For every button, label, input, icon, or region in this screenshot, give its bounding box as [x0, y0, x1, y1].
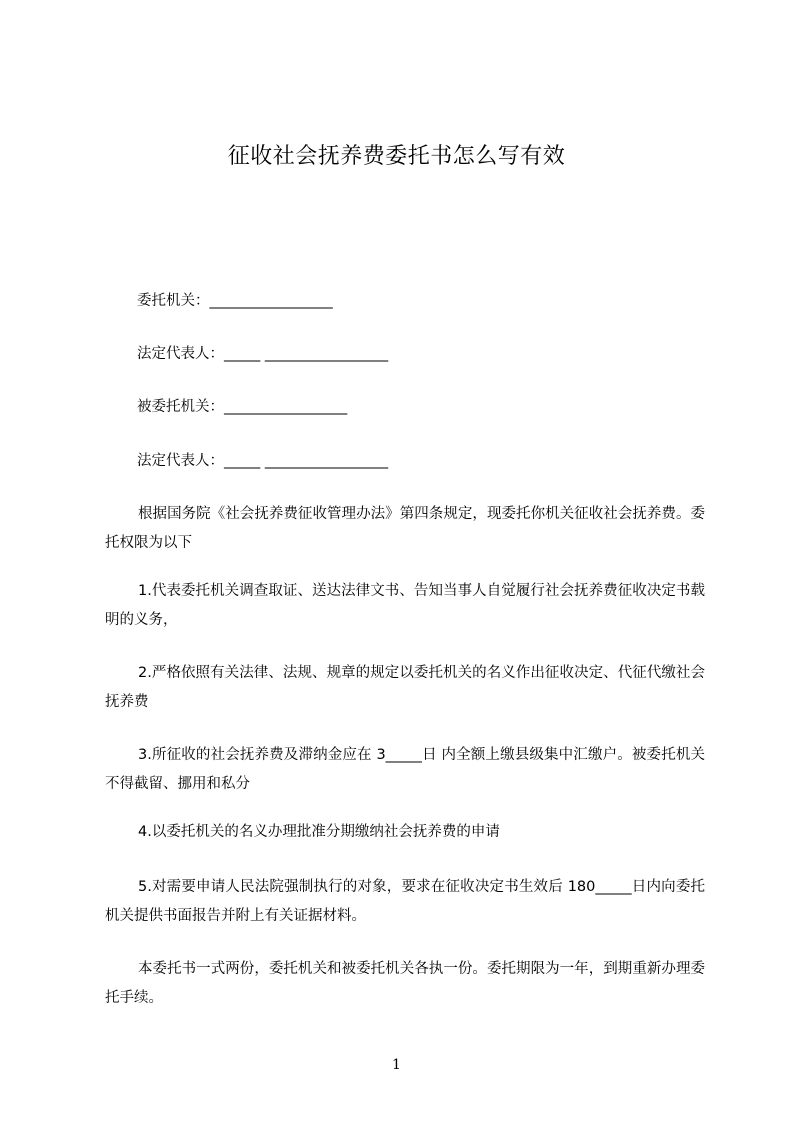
field-legal-representative-1: 法定代表人：_____ _________________	[137, 346, 389, 362]
paragraph-item-5: 5.对需要申请人民法院强制执行的对象，要求在征收决定书生效后 180_____日内向委托机关提供书面报告并附上有关证据材料。	[105, 879, 705, 924]
paragraph-item-4: 4.以委托机关的名义办理批准分期缴纳社会抚养费的申请	[138, 824, 500, 840]
paragraph-closing: 本委托书一式两份，委托机关和被委托机关各执一份。委托期限为一年，到期重新办理委托手续。	[105, 961, 705, 1006]
paragraph-item-2: 2.严格依照有关法律、法规、规章的规定以委托机关的名义作出征收决定、代征代缴社会抚养费	[105, 665, 705, 710]
field-entrusted-agency: 被委托机关：_________________	[137, 399, 348, 415]
page-number: 1	[392, 1057, 401, 1073]
paragraph-item-3: 3.所征收的社会抚养费及滞纳金应在 3_____日 内全额上缴县级集中汇缴户。被委托机关不得截留、挪用和私分	[105, 747, 705, 792]
paragraph-basis: 根据国务院《社会抚养费征收管理办法》第四条规定，现委托你机关征收社会抚养费。委托权限为以下	[105, 506, 705, 551]
page-title: 征收社会抚养费委托书怎么写有效	[227, 144, 566, 169]
field-entrusting-agency: 委托机关：_________________	[137, 293, 333, 309]
paragraph-item-1: 1.代表委托机关调查取证、送达法律文书、告知当事人自觉履行社会抚养费征收决定书载明的义务，	[105, 583, 705, 628]
field-legal-representative-2: 法定代表人：_____ _________________	[137, 453, 389, 469]
